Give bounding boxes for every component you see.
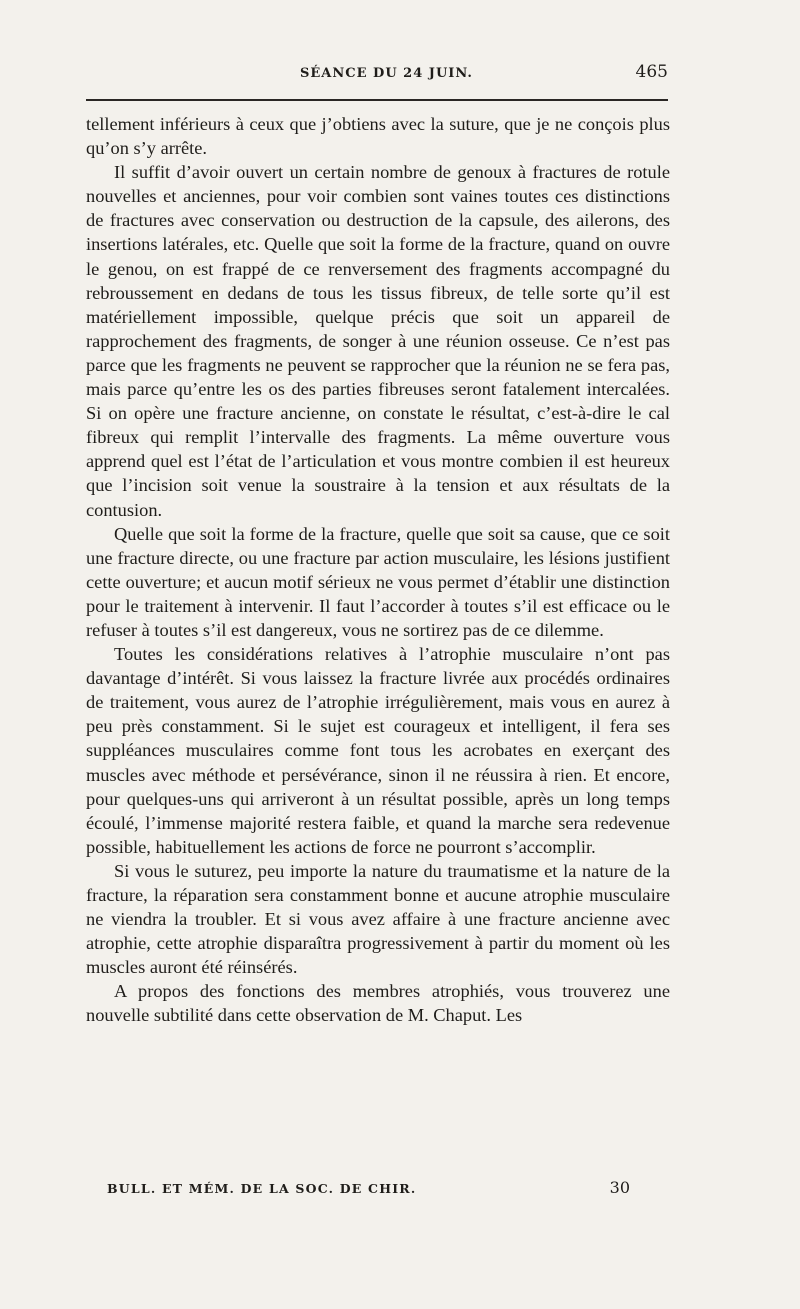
page-number: 465 (635, 62, 668, 82)
paragraph: Si vous le suturez, peu importe la nature du traumatisme et la nature de la fracture, la réparation sera constamment bonne et aucune atrophie musculaire ne viendra la troubler. Et si vous avez affaire à une fracture ancienne avec atrophie, cette atrophie disparaîtra progressivement à partir du moment où les muscles auront été réinsérés. (86, 860, 670, 978)
paragraph: Toutes les considérations relatives à l’atrophie musculaire n’ont pas davantage d’intérêt. Si vous laissez la fracture livrée aux procédés ordinaires de traitement, vous aurez de l’atrophie irrégulièrement, mais vous en aurez à peu près constamment. Si le sujet est courageux et intelligent, il fera ses suppléances musculaires comme font tous les acrobates en exerçant des muscles avec méthode et persévérance, sinon il ne réussira à rien. Et encore, pour quelques-uns qui arriveront à un résultat possible, après un long temps écoulé, l’immense majorité restera faible, et quand la marche sera redevenue possible, habituellement les actions de force ne pourront s’accomplir. (86, 644, 670, 857)
signature-mark: 30 (609, 1178, 630, 1197)
body-text (86, 112, 670, 1028)
paragraph: Il suffit d’avoir ouvert un certain nombre de genoux à fractures de rotule nouvelles et anciennes, pour voir combien sont vaines toutes ces distinctions de fractures avec conservation ou destruction de la capsule, des ailerons, des insertions latérales, etc. Quelle que soit la forme de la fracture, quand on ouvre le genou, on est frappé de ce renversement des fragments accompagné du rebroussement en dedans de tous les tissus fibreux, de telle sorte qu’il est matériellement impossible, quelque précis que soit un appareil de rapprochement des fragments, de songer à une réunion osseuse. Ce n’est pas parce que les fragments ne peuvent se rapprocher que la réunion ne se fera pas, mais parce qu’entre les os des parties fibreuses seront fatalement intercalées. Si on opère une fracture ancienne, on constate le résultat, c’est-à-dire le cal fibreux qui remplit l’intervalle des fragments. La même ouverture vous apprend quel est l’état de l’articulation et vous montre combien il est heureux que l’incision soit venue la soustraire à la tension et aux résultats de la contusion. (86, 162, 670, 520)
paragraph: A propos des fonctions des membres atrophiés, vous trouverez une nouvelle subtilité dans cette observation de M. Chaput. Les (86, 981, 670, 1026)
running-head: SÉANCE DU 24 JUIN. (300, 66, 473, 81)
page-footer (107, 1178, 630, 1197)
journal-title: BULL. ET MÉM. DE LA SOC. DE CHIR. (107, 1181, 417, 1196)
header-rule (86, 99, 668, 101)
paragraph: Quelle que soit la forme de la fracture, quelle que soit sa cause, que ce soit une fracture directe, ou une fracture par action musculaire, les lésions justifient cette ouverture; et aucun motif sérieux ne vous permet d’établir une distinction pour le traitement à intervenir. Il faut l’accorder à toutes s’il est efficace ou le refuser à toutes s’il est dangereux, vous ne sortirez pas de ce dilemme. (86, 523, 670, 640)
paragraph: tellement inférieurs à ceux que j’obtiens avec la suture, que je ne conçois plus qu’on s’y arrête. (86, 114, 670, 159)
page-header (86, 62, 668, 82)
